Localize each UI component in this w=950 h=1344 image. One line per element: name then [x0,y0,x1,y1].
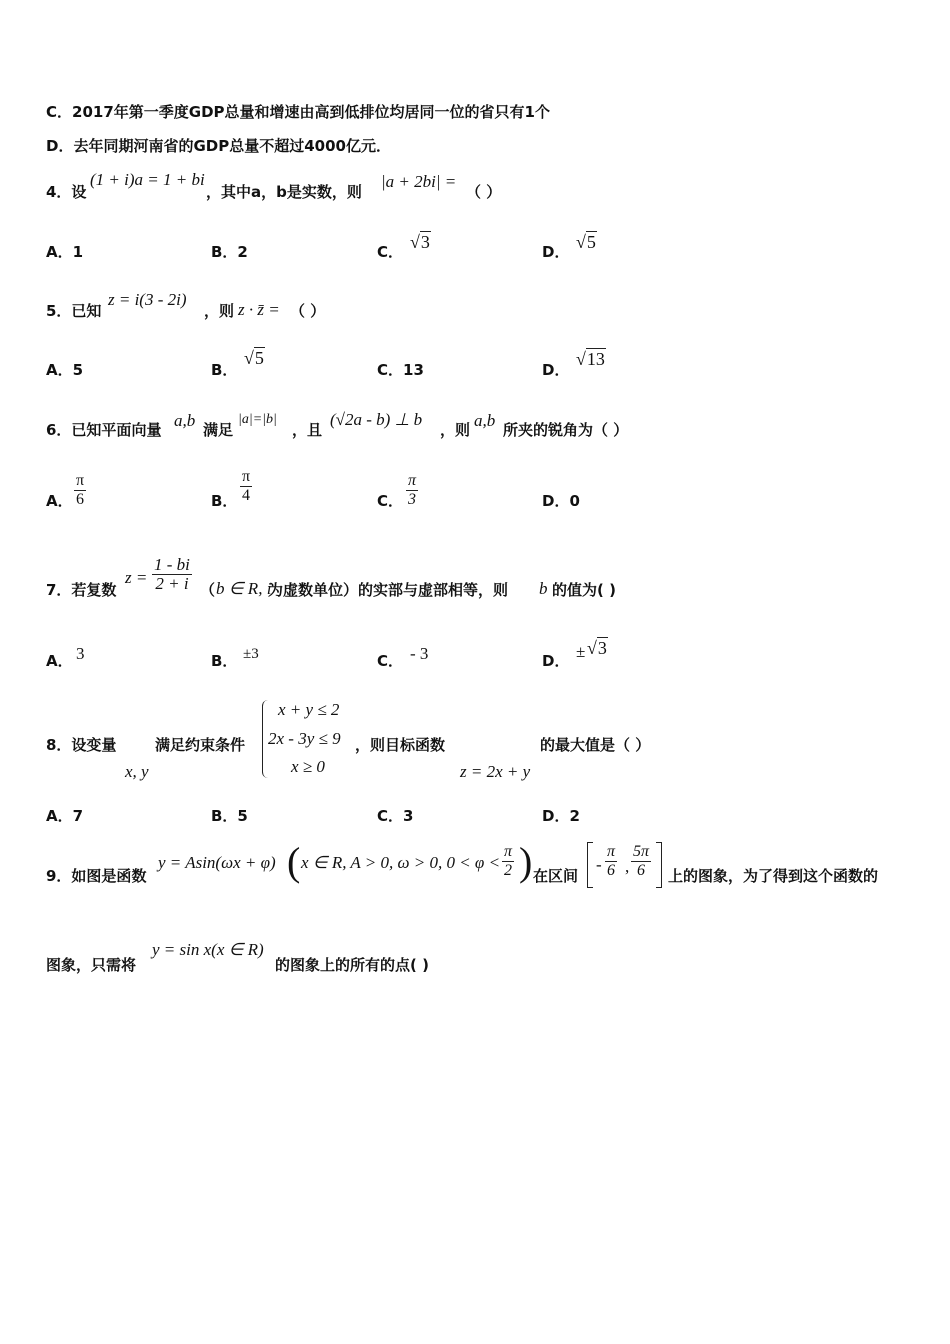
question-9-condition: x ∈ R, A > 0, ω > 0, 0 < φ < [301,853,501,872]
question-9-line-2-text-b: 的图象上的所有的点( ) [275,956,429,974]
question-4-option-b: B．2 [211,243,248,261]
question-5-expression: z = i(3 - 2i) [108,290,187,309]
question-9-interval-fraction-2 [631,843,651,880]
question-8-text-1: 满足约束条件 [155,736,246,754]
question-8-text-3: 的最大值是（ ） [540,736,651,754]
question-5-option-d-radicand: 13 [586,349,605,369]
question-7-option-c-value: - 3 [410,644,429,663]
question-5-tail: （ ） [290,302,326,320]
question-6-option-b-numerator: π [242,468,251,485]
question-9-interval-comma: , [625,857,630,876]
question-9-condition-denominator: 2 [504,862,512,879]
question-4-option-d: D． [542,243,570,261]
question-9-interval-denominator-2: 6 [637,862,645,879]
question-6-option-c-denominator: 3 [408,491,416,508]
question-8 [46,735,116,755]
question-9-interval-right-bracket [656,842,662,888]
question-6-option-c: C． [377,492,404,510]
question-4-option-c: C． [377,243,404,261]
question-4-abs-expression: |a + 2bi| = [381,172,457,191]
question-5-expression-2: z · z̄ = [238,300,280,319]
question-5-option-d-sqrt: √13 [576,349,605,369]
question-9-interval-denominator-1: 6 [607,862,615,879]
question-7-text-3: 的值为( ) [552,581,616,599]
question-7-option-b-value: ±3 [243,646,259,662]
question-6-option-a-denominator: 6 [76,491,85,508]
question-5 [46,301,101,321]
question-6-option-b-fraction [240,468,252,505]
question-6-option-a: A． [46,492,73,510]
question-7-condition: b ∈ R, i [216,579,272,598]
question-9-interval-minus: - [596,855,602,874]
question-7-numerator: 1 - bi [154,555,190,574]
question-6-condition-2: (√2a - b) ⊥ b [330,410,423,429]
question-9-condition-fraction [502,843,514,880]
question-7-text-2: 为虚数单位）的实部与虚部相等，则 [268,581,509,599]
question-9-text-1: 在区间 [533,867,579,885]
question-5-option-b: B． [211,361,238,379]
question-6-text-3: ，则 [440,421,471,439]
question-7-option-c: C． [377,652,404,670]
question-9-left-paren: ( [287,839,301,884]
question-6-vectors-2: a,b [474,411,496,430]
question-4-tail: （ ） [466,183,502,201]
question-7-lhs: z = [125,568,148,587]
question-6-option-c-fraction [406,472,418,509]
question-7-text-1: （ [200,581,216,599]
question-9-interval-left-bracket [587,842,593,888]
question-6-text-4: 所夹的锐角为（ ） [503,421,629,439]
question-8-constraint-2: 2x - 3y ≤ 9 [268,729,341,748]
question-4-mid-text: ，其中a，b是实数，则 [206,183,362,201]
question-8-option-b: B．5 [211,807,248,825]
question-9-line-2-function: y = sin x(x ∈ R) [152,940,264,959]
question-8-constraint-1: x + y ≤ 2 [278,700,340,719]
question-5-option-b-sqrt: √5 [244,348,264,368]
question-7 [46,580,116,600]
question-5-option-b-radicand: 5 [254,348,264,368]
question-6-option-a-fraction [74,472,86,509]
question-5-mid-text: ，则 [204,302,235,320]
question-5-option-d: D． [542,361,570,379]
question-6-text-1: 满足 [203,421,234,439]
question-8-text-2: ，则目标函数 [355,736,446,754]
question-6-text-2: ，且 [292,421,323,439]
question-6-option-a-numerator: π [76,472,85,489]
question-7-option-b: B． [211,652,238,670]
question-6-number: 6．已知平面向量 [46,421,162,439]
question-4-option-a: A．1 [46,243,84,261]
question-8-option-a: A．7 [46,807,84,825]
question-4-option-d-sqrt: √5 [576,232,596,252]
question-7-denominator: 2 + i [155,574,189,593]
question-5-number: 5．已知 [46,302,102,320]
question-9-function: y = Asin(ωx + φ) [158,853,276,872]
option-c-previous: C．2017年第一季度GDP总量和增速由高到低排位均居同一位的省只有1个 [46,103,550,121]
question-8-number: 8．设变量 [46,736,117,754]
question-9-right-paren: ) [519,839,533,884]
question-4-expression: (1 + i)a = 1 + bi [90,170,205,189]
question-4-option-c-radicand: 3 [420,232,430,252]
question-9-text-2: 上的图象，为了得到这个函数的 [668,867,879,885]
question-5-option-c: C．13 [377,361,424,379]
question-7-option-d: D． [542,652,570,670]
question-6 [46,420,161,440]
question-6-option-d: D．0 [542,492,580,510]
question-7-option-d-pm: ± [576,642,586,661]
question-6-option-b: B． [211,492,238,510]
question-9-interval-fraction-1 [605,843,617,880]
question-5-option-a: A．5 [46,361,84,379]
question-7-number: 7．若复数 [46,581,117,599]
question-9-line-2 [46,955,136,975]
question-8-variables: x, y [125,762,149,781]
question-6-option-b-denominator: 4 [242,487,251,504]
question-9-interval-numerator-2: 5π [633,843,650,860]
question-6-condition: |a|=|b| [238,412,277,427]
question-4-option-c-sqrt: √3 [410,232,430,252]
question-4-number: 4．设 [46,183,87,201]
question-7-option-a: A． [46,652,73,670]
question-9-number: 9．如图是函数 [46,867,147,885]
question-9-interval-numerator-1: π [607,843,616,860]
question-8-option-c: C．3 [377,807,414,825]
question-6-vectors: a,b [174,411,196,430]
question-9 [46,866,146,886]
question-4-option-d-radicand: 5 [586,232,596,252]
question-6-option-c-numerator: π [408,472,417,489]
question-7-option-d-radicand: 3 [597,638,607,658]
option-d-previous: D．去年同期河南省的GDP总量不超过4000亿元． [46,137,391,155]
question-7-option-d-sqrt: √3 [587,638,607,658]
question-7-variable: b [539,579,548,598]
question-8-constraint-3: x ≥ 0 [291,757,325,776]
question-9-condition-numerator: π [504,843,513,860]
question-8-option-d: D．2 [542,807,580,825]
question-8-objective: z = 2x + y [460,762,531,781]
question-7-option-a-value: 3 [76,644,85,663]
question-9-line-2-text-a: 图象，只需将 [46,956,137,974]
question-4 [46,182,86,202]
question-7-fraction [152,556,192,593]
